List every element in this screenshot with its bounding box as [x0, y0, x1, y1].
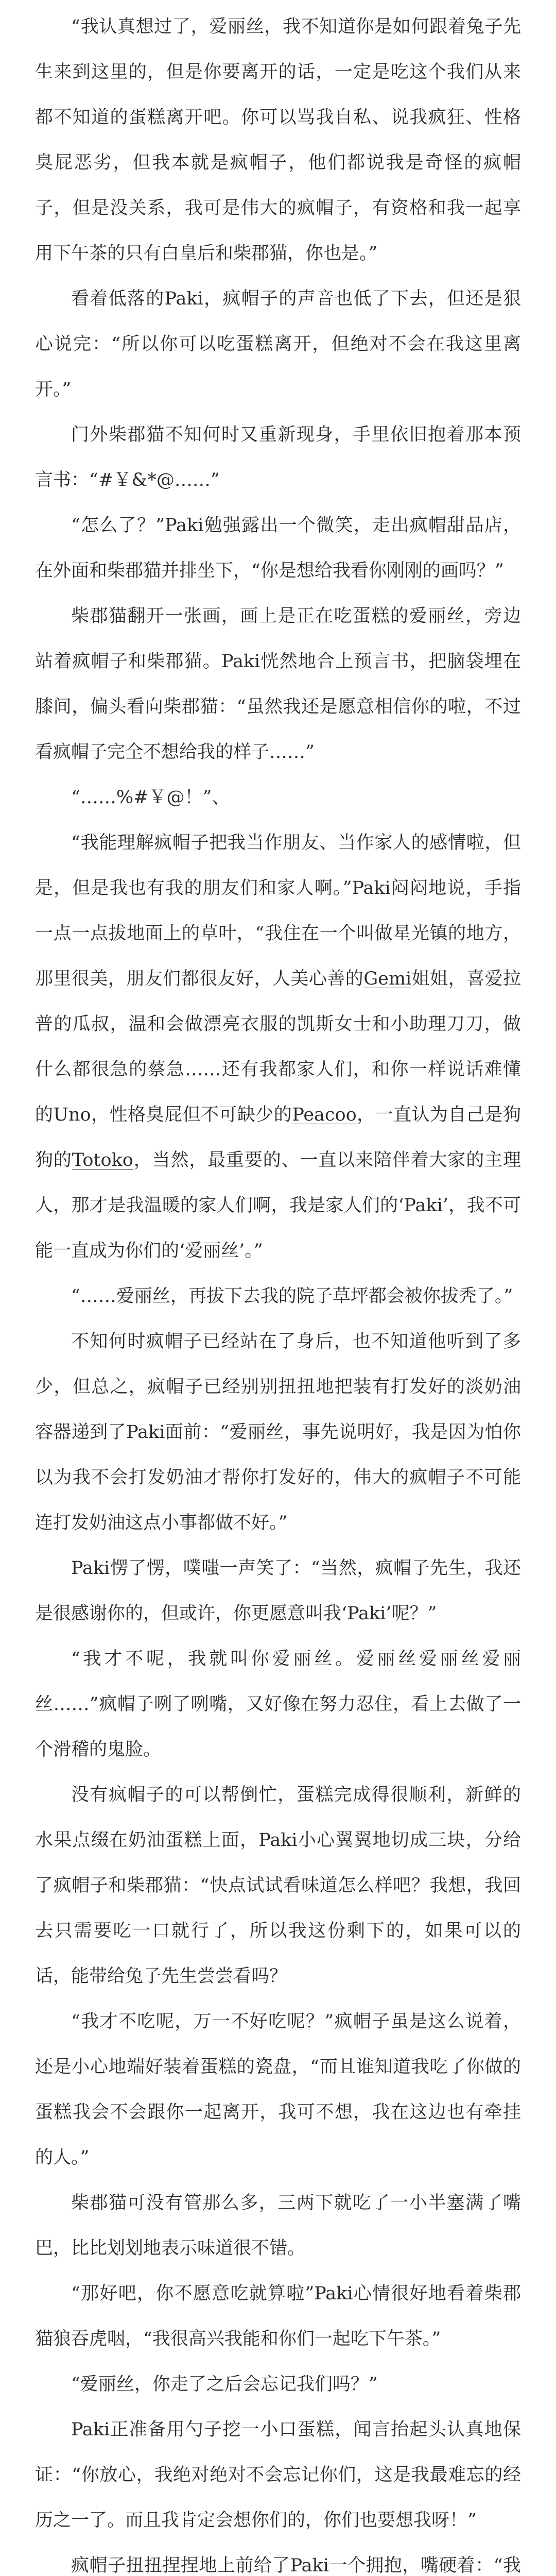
paragraph-text: “怎么了？”Paki勉强露出一个微笑，走出疯帽甜品店，在外面和柴郡猫并排坐下，“你是想给我看你刚刚的画吗？” [35, 515, 521, 581]
paragraph-text: “……%#￥@！”、 [71, 787, 230, 808]
paragraph [35, 276, 521, 412]
paragraph-text: “我能理解疯帽子把我当作朋友、当作家人的感情啦，但是，但是我也有我的朋友们和家人啊。”Paki闷闷地说，手指一点一点拔地面上的草叶，“我住在一个叫做星光镇的地方，那里很美，朋友们都很友好，人美心善的 [35, 833, 521, 989]
paragraph-text: ，当然，最重要的、一直以来陪伴着大家的主理人，那才是我温暖的家人们啊，我是家人们的‘Paki’，我不可能一直成为你们的‘爱丽丝’。” [35, 1150, 521, 1261]
paragraph [35, 2180, 521, 2271]
paragraph-text: “爱丽丝，你走了之后会忘记我们吗？” [71, 2374, 378, 2395]
paragraph-text: 看着低落的Paki，疯帽子的声音也低了下去，但还是狠心说完：“所以你可以吃蛋糕离开，但绝对不会在我这里离开。” [35, 289, 521, 400]
paragraph [35, 1636, 521, 1772]
paragraph [35, 503, 521, 594]
paragraph-text: “我才不呢，我就叫你爱丽丝。爱丽丝爱丽丝爱丽丝……”疯帽子咧了咧嘴，又好像在努力忍住，看上去做了一个滑稽的鬼脸。 [35, 1649, 521, 1760]
paragraph [35, 1319, 521, 1546]
paragraph-text: 没有疯帽子的可以帮倒忙，蛋糕完成得很顺利，新鲜的水果点缀在奶油蛋糕上面，Paki小心翼翼地切成三块，分给了疯帽子和柴郡猫：“快点试试看味道怎么样吧？我想，我回去只需要吃一口就行了，所以我这份剩下的，如果可以的话，能带给兔子先生尝尝看吗？ [35, 1785, 521, 1987]
paragraph [35, 1546, 521, 1636]
paragraph-text: “……爱丽丝，再拔下去我的院子草坪都会被你拔秃了。” [71, 1286, 513, 1307]
paragraph [35, 412, 521, 503]
paragraph [35, 1274, 521, 1319]
paragraph-text: “我才不吃呢，万一不好吃呢？”疯帽子虽是这么说着，还是小心地端好装着蛋糕的瓷盘，“而且谁知道我吃了你做的蛋糕我会不会跟你一起离开，我可不想，我在这边也有牵挂的人。” [35, 2011, 521, 2168]
paragraph-text: “我认真想过了，爱丽丝，我不知道你是如何跟着兔子先生来到这里的，但是你要离开的话，一定是吃这个我们从来都不知道的蛋糕离开吧。你可以骂我自私、说我疯狂、性格臭屁恶劣，但我本就是疯帽子，他们都说我是奇怪的疯帽子，但是没关系，我可是伟大的疯帽子，有资格和我一起享用下午茶的只有白皇后和柴郡猫，你也是。” [35, 16, 521, 264]
paragraph [35, 1999, 521, 2180]
paragraph-text: 柴郡猫可没有管那么多，三两下就吃了一小半塞满了嘴巴，比比划划地表示味道很不错。 [35, 2193, 521, 2259]
paragraph-text: “那好吧，你不愿意吃就算啦”Paki心情很好地看着柴郡猫狼吞虎咽，“我很高兴我能和你们一起吃下午茶。” [35, 2283, 521, 2349]
paragraph-text: ，一直认为自己是狗狗的 [35, 1105, 521, 1171]
paragraph-text: 门外柴郡猫不知何时又重新现身，手里依旧抱着那本预言书：“#￥&*@……” [35, 425, 521, 490]
paragraph [35, 594, 521, 775]
paragraph-text: Paki愣了愣，噗嗤一声笑了：“当然，疯帽子先生，我还是很感谢你的，但或许，你更愿意叫我‘Paki’呢？” [35, 1558, 521, 1624]
paragraph-text: 不知何时疯帽子已经站在了身后，也不知道他听到了多少，但总之，疯帽子已经别别扭扭地把装有打发好的淡奶油容器递到了Paki面前：“爱丽丝，事先说明好，我是因为怕你以为我不会打发奶油才帮你打发好的，伟大的疯帽子不可能连打发奶油这点小事都做不好。” [35, 1331, 521, 1533]
paragraph [35, 2407, 521, 2543]
paragraph [35, 1772, 521, 1999]
paragraph [35, 2271, 521, 2362]
paragraph [35, 820, 521, 1274]
paragraph [35, 775, 521, 820]
paragraph-text: 疯帽子扭扭捏捏地上前给了Paki一个拥抱，嘴硬着：“我 [71, 2555, 521, 2576]
paragraph-text: Paki正准备用勺子挖一小口蛋糕，闻言抬起头认真地保证：“你放心，我绝对绝对不会忘记你们，这是我最难忘的经历之一了。而且我肯定会想你们的，你们也要想我呀！” [35, 2419, 521, 2531]
paragraph [35, 2543, 521, 2576]
underlined-name: Totoko [72, 1150, 133, 1171]
underlined-name: Gemi [363, 969, 412, 989]
paragraph [35, 2362, 521, 2407]
paragraph-text: 柴郡猫翻开一张画，画上是正在吃蛋糕的爱丽丝，旁边站着疯帽子和柴郡猫。Paki恍然地合上预言书，把脑袋埋在膝间，偏头看向柴郡猫：“虽然我还是愿意相信你的啦，不过看疯帽子完全不想给我的样子……” [35, 606, 521, 762]
paragraph [35, 4, 521, 276]
paragraph-text: 姐姐，喜爱拉普的瓜叔，温和会做漂亮衣服的凯斯女士和小助理刀刀，做什么都很急的蔡急……还有我都家人们，和你一样说话难懂的Uno，性格臭屁但不可缺少的 [35, 969, 521, 1125]
underlined-name: Peacoo [292, 1105, 357, 1125]
